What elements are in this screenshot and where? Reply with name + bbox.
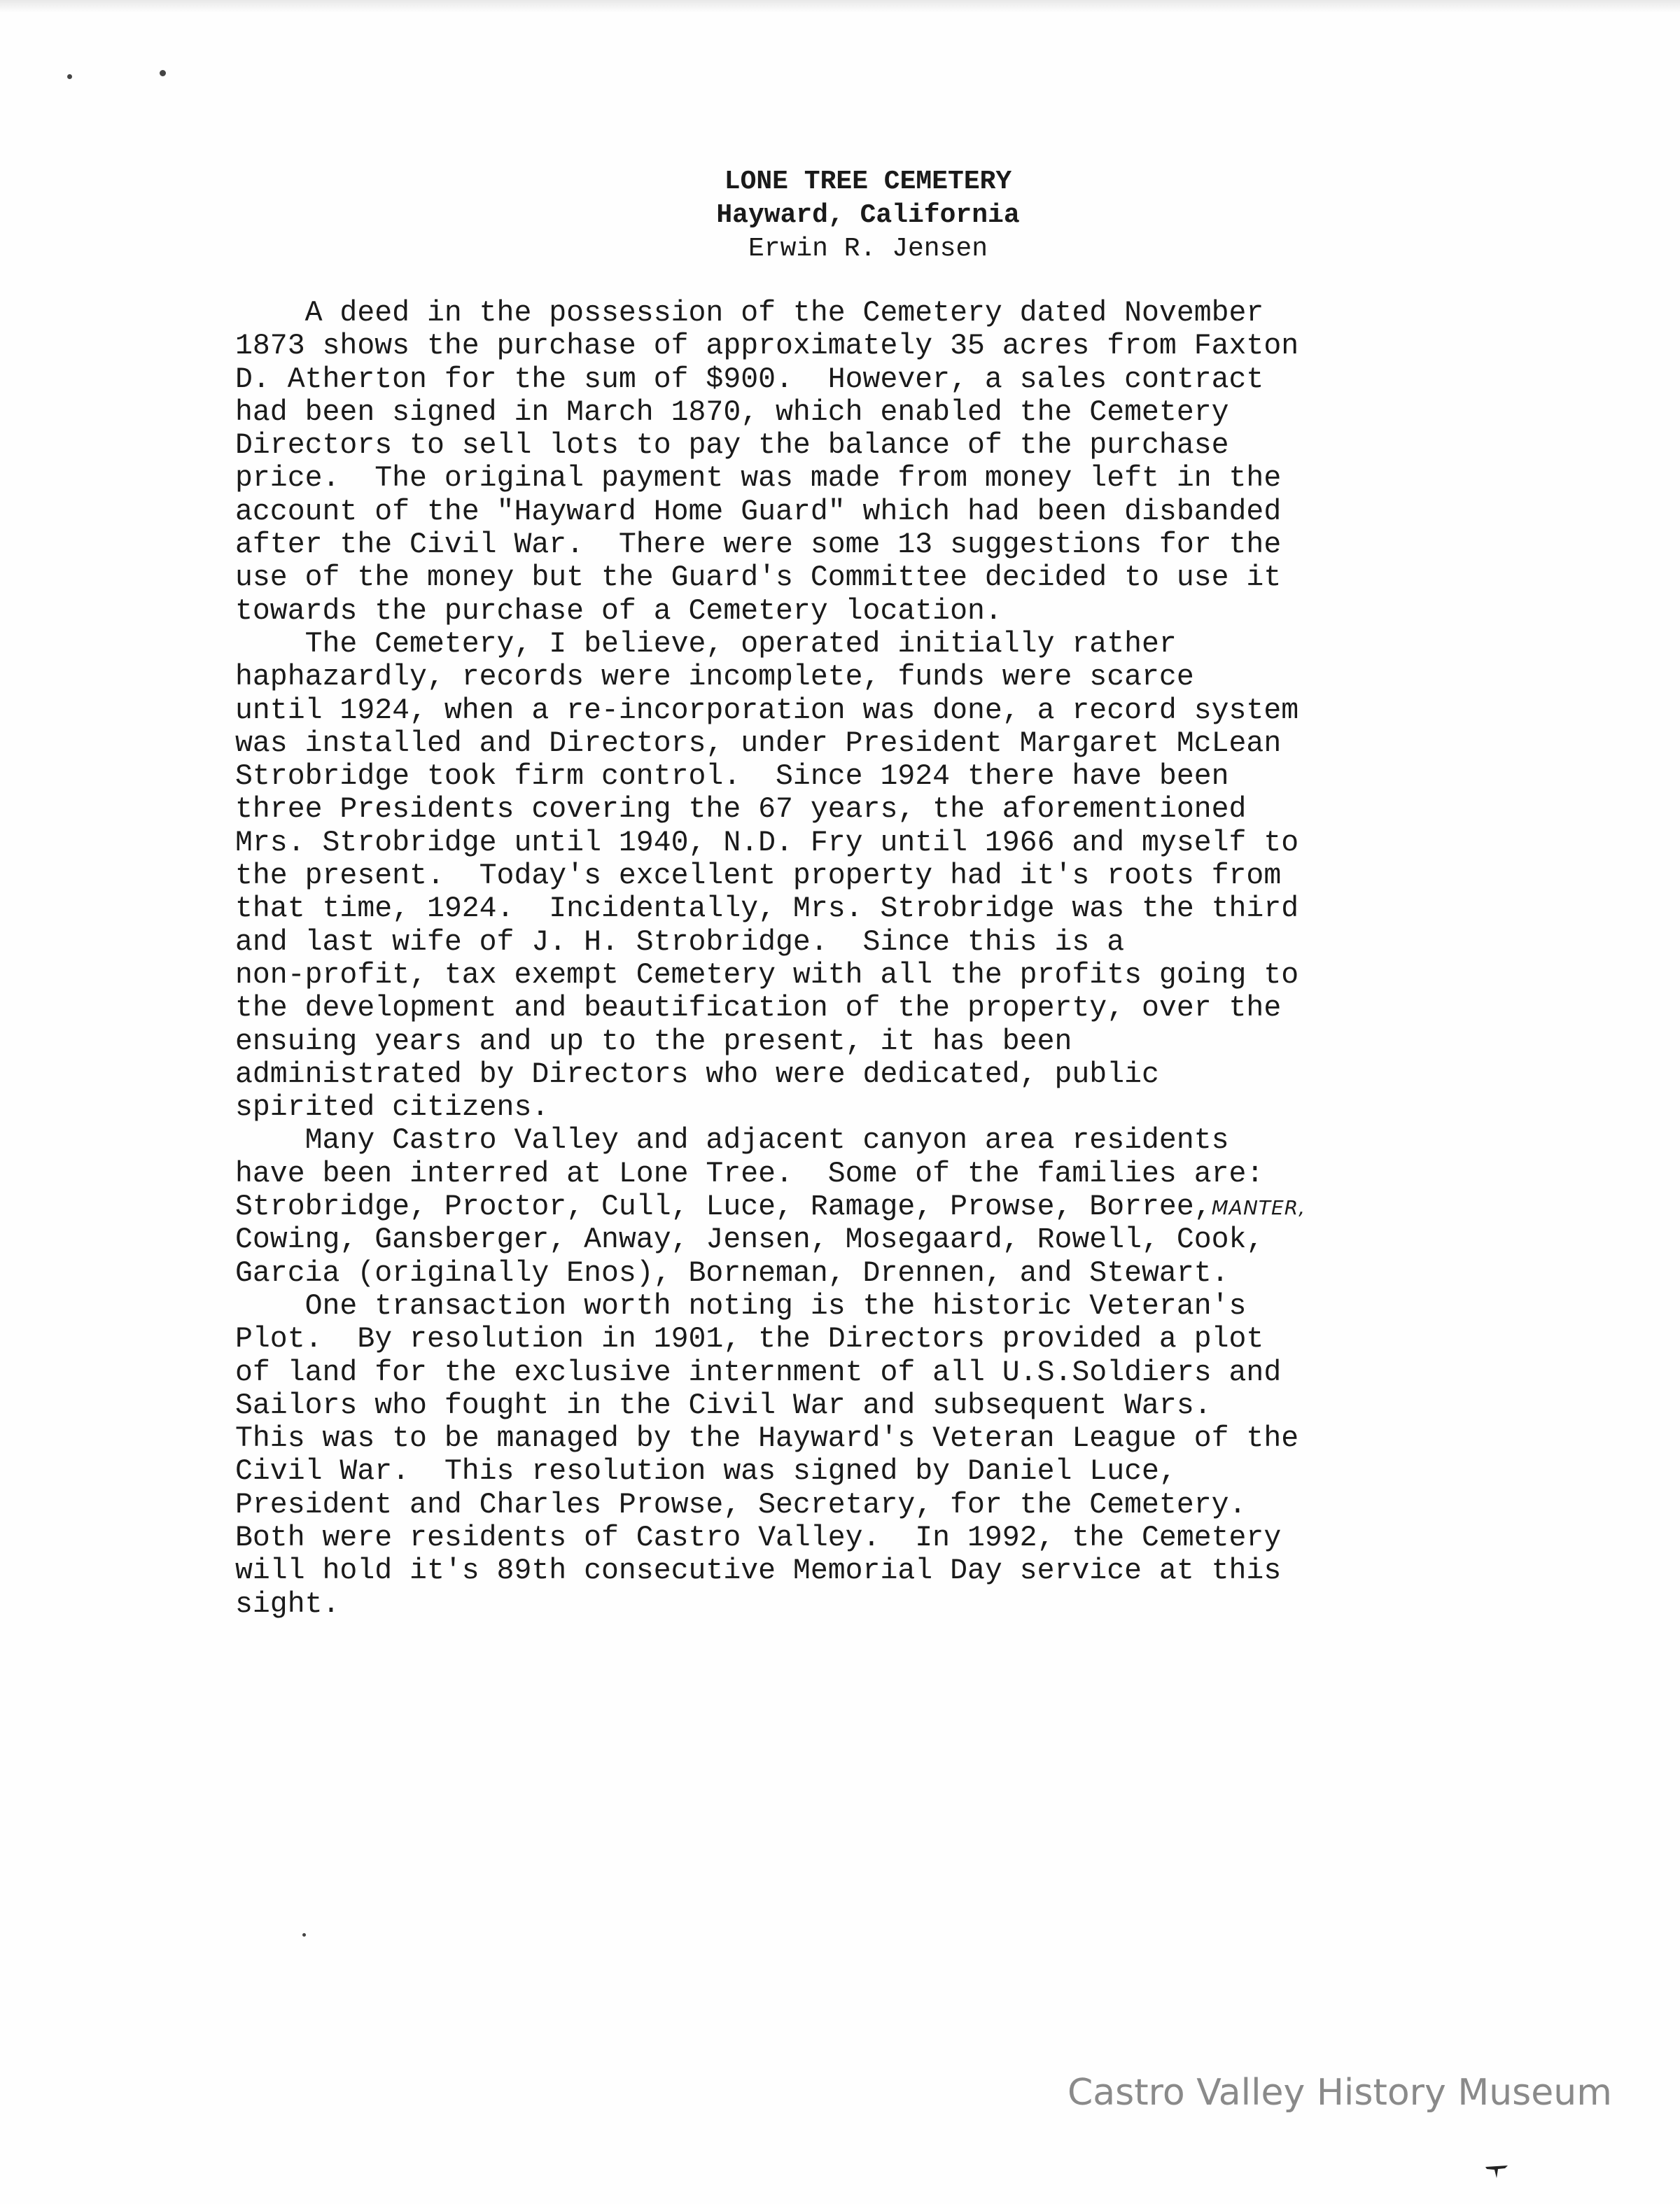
document-body xyxy=(235,297,1565,1621)
document-header xyxy=(0,165,1680,266)
text-line: President and Charles Prowse, Secretary, for the Cemetery. xyxy=(235,1488,1247,1522)
text-line: The Cemetery, I believe, operated initially rather xyxy=(235,627,1177,661)
handwritten-insert: MANTER, xyxy=(1211,1196,1306,1220)
document-author: Erwin R. Jensen xyxy=(748,234,988,264)
text-line: until 1924, when a re-incorporation was done, a record system xyxy=(235,694,1299,727)
text-line: price. The original payment was made from money left in the xyxy=(235,462,1282,496)
text-line: will hold it's 89th consecutive Memorial Day service at this xyxy=(235,1554,1282,1588)
text-line: the development and beautification of the property, over the xyxy=(235,992,1282,1025)
text-line: A deed in the possession of the Cemetery dated November xyxy=(235,297,1264,330)
text-line: towards the purchase of a Cemetery location. xyxy=(235,594,1002,628)
text-line: Sailors who fought in the Civil War and subsequent Wars. xyxy=(235,1389,1212,1422)
text-line: account of the "Hayward Home Guard" which had been disbanded xyxy=(235,495,1282,528)
text-line: after the Civil War. There were some 13 suggestions for the xyxy=(235,528,1282,562)
text-line: had been signed in March 1870, which enabled the Cemetery xyxy=(235,395,1229,429)
text-line: use of the money but the Guard's Committee decided to use it xyxy=(235,561,1282,595)
text-line: three Presidents covering the 67 years, the aforementioned xyxy=(235,793,1247,827)
text-line: administrated by Directors who were dedicated, public xyxy=(235,1058,1159,1091)
text-line: sight. xyxy=(235,1587,340,1621)
scan-edge xyxy=(0,0,1680,13)
scan-speck xyxy=(302,1933,306,1937)
text-line: the present. Today's excellent property had it's roots from xyxy=(235,859,1282,893)
text-line: Garcia (originally Enos), Borneman, Drennen, and Stewart. xyxy=(235,1256,1229,1290)
text-line: spirited citizens. xyxy=(235,1091,550,1125)
text-line: Strobridge, Proctor, Cull, Luce, Ramage, Prowse, Borree, xyxy=(235,1191,1212,1224)
text-line: Plot. By resolution in 1901, the Directors provided a plot xyxy=(235,1323,1264,1356)
text-line: Mrs. Strobridge until 1940, N.D. Fry until 1966 and myself to xyxy=(235,826,1299,859)
text-line: non-profit, tax exempt Cemetery with all the profits going to xyxy=(235,958,1299,992)
text-line: Strobridge took firm control. Since 1924 there have been xyxy=(235,760,1229,794)
scan-speck xyxy=(67,74,72,79)
scan-mark-icon xyxy=(1484,2164,1509,2180)
scan-speck xyxy=(160,70,166,76)
text-line: D. Atherton for the sum of $900. However, a sales contract xyxy=(235,363,1264,396)
text-line: was installed and Directors, under President Margaret McLean xyxy=(235,727,1282,760)
text-line: Cowing, Gansberger, Anway, Jensen, Mosegaard, Rowell, Cook, xyxy=(235,1223,1264,1257)
text-line: 1873 shows the purchase of approximately 35 acres from Faxton xyxy=(235,330,1299,363)
text-line: of land for the exclusive internment of all U.S.Soldiers and xyxy=(235,1356,1282,1389)
museum-watermark: Castro Valley History Museum xyxy=(1068,2072,1612,2114)
text-line: Civil War. This resolution was signed by Daniel Luce, xyxy=(235,1455,1177,1489)
text-line: Both were residents of Castro Valley. In 1992, the Cemetery xyxy=(235,1521,1282,1554)
text-line: Directors to sell lots to pay the balance of the purchase xyxy=(235,429,1229,463)
document-title: LONE TREE CEMETERY xyxy=(724,167,1012,197)
text-line: haphazardly, records were incomplete, funds were scarce xyxy=(235,661,1194,694)
text-line: This was to be managed by the Hayward's Veteran League of the xyxy=(235,1422,1299,1456)
text-line: Many Castro Valley and adjacent canyon area residents xyxy=(235,1124,1229,1158)
text-line-with-insert xyxy=(235,1191,1565,1223)
text-line: One transaction worth noting is the historic Veteran's xyxy=(235,1289,1247,1323)
text-line: have been interred at Lone Tree. Some of the families are: xyxy=(235,1157,1264,1191)
text-line: and last wife of J. H. Strobridge. Since this is a xyxy=(235,925,1125,959)
text-line: that time, 1924. Incidentally, Mrs. Strobridge was the third xyxy=(235,892,1299,926)
document-location: Hayward, California xyxy=(716,200,1020,230)
text-line: ensuing years and up to the present, it has been xyxy=(235,1025,1072,1058)
